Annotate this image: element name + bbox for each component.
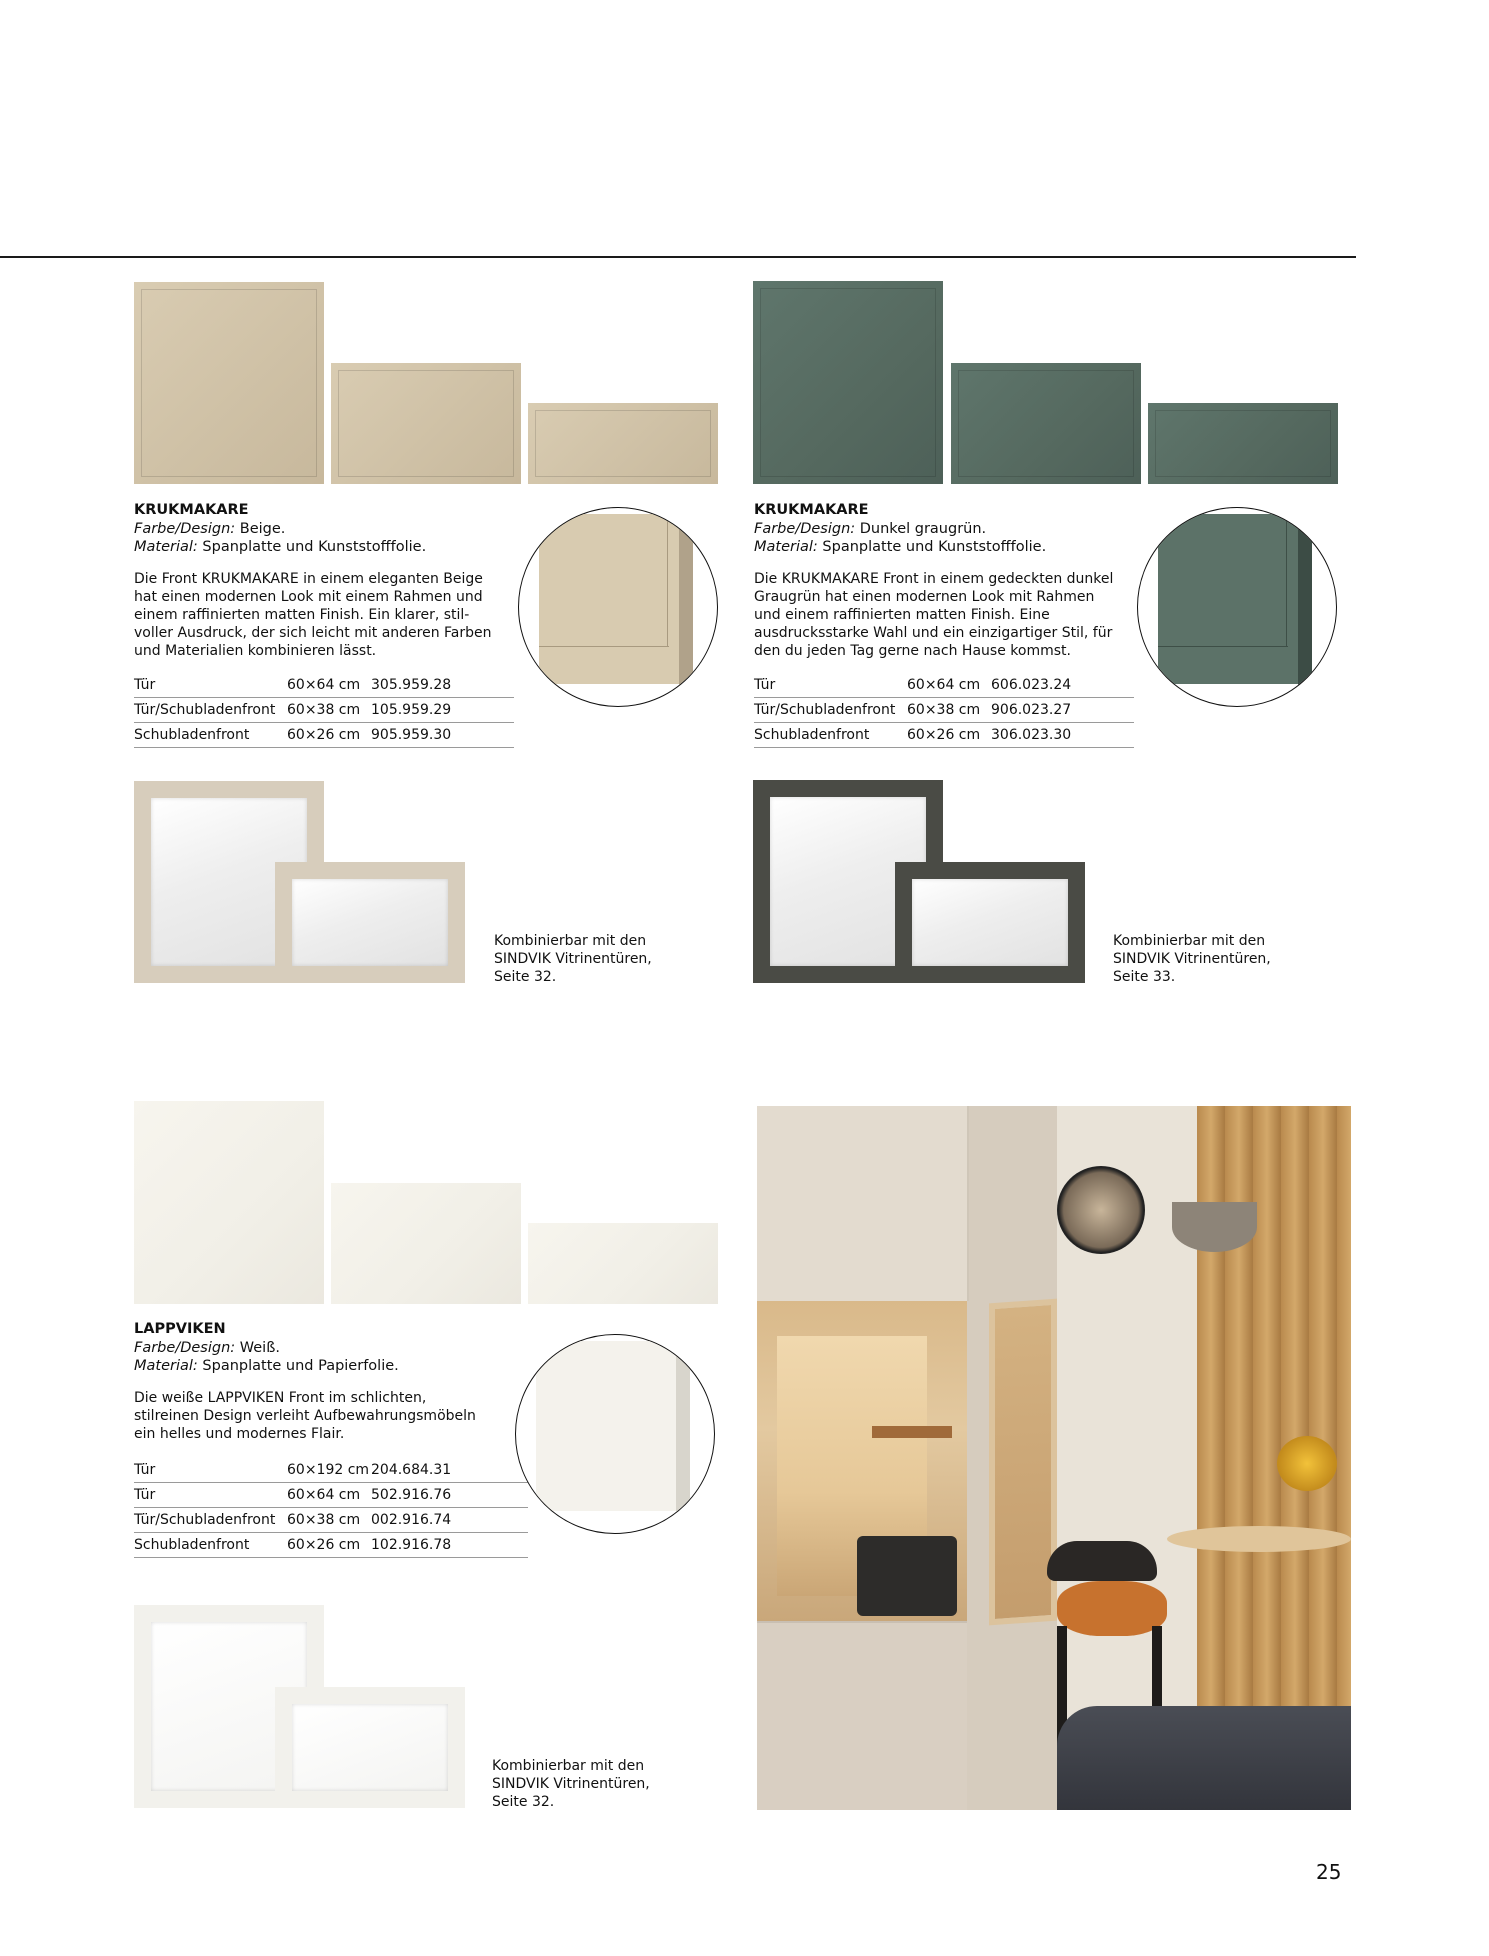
detail-zoom-beige xyxy=(518,507,718,707)
glass-door-small-dark xyxy=(895,862,1085,983)
combination-note: Kombinierbar mit den SINDVIK Vitrinentüren, Seite 33. xyxy=(1113,933,1271,985)
front-door-drawer-white xyxy=(331,1183,521,1304)
table-row: Tür 60×64 cm 305.959.28 xyxy=(134,673,514,698)
detail-zoom-white xyxy=(515,1334,715,1534)
product-attributes: Farbe/Design: Weiß. Material: Spanplatte und Papierfolie. xyxy=(134,1340,399,1374)
glass-door-small-beige xyxy=(275,862,465,983)
table-row: Tür/Schubladenfront 60×38 cm 105.959.29 xyxy=(134,698,514,723)
table-row: Tür 60×192 cm 204.684.31 xyxy=(134,1458,528,1483)
table-row: Schubladenfront 60×26 cm 306.023.30 xyxy=(754,723,1134,748)
front-door-green xyxy=(753,281,943,484)
front-drawer-white xyxy=(528,1223,718,1304)
page-number: 25 xyxy=(1316,1860,1342,1884)
product-attributes: Farbe/Design: Dunkel graugrün. Material: Spanplatte und Kunststofffolie. xyxy=(754,521,1047,555)
front-drawer-green xyxy=(1148,403,1338,484)
product-description: Die KRUKMAKARE Front in einem gedeckten dunkel Graugrün hat einen modernen Look mit Rahmen und einem raffinierten matten Finish. Eine ausdrucksstarke Wahl und ein einzigartiger Stil, für den du jeden Tag gerne nach Hause kommst. xyxy=(754,571,1114,659)
room-photo xyxy=(757,1106,1351,1810)
table-row: Tür 60×64 cm 502.916.76 xyxy=(134,1483,528,1508)
table-row: Schubladenfront 60×26 cm 905.959.30 xyxy=(134,723,514,748)
table-row: Schubladenfront 60×26 cm 102.916.78 xyxy=(134,1533,528,1558)
article-table xyxy=(754,673,1134,748)
product-description: Die Front KRUKMAKARE in einem eleganten Beige hat einen modernen Look mit einem Rahmen und einem raffinierten matten Finish. Ein klarer, stil-voller Ausdruck, der sich leicht mit anderen Farben und Materialien kombinieren lässt. xyxy=(134,571,492,659)
front-door-drawer-beige xyxy=(331,363,521,484)
front-door-white xyxy=(134,1101,324,1304)
top-rule xyxy=(0,256,1356,258)
combination-note: Kombinierbar mit den SINDVIK Vitrinentüren, Seite 32. xyxy=(492,1758,650,1810)
table-row: Tür/Schubladenfront 60×38 cm 906.023.27 xyxy=(754,698,1134,723)
product-title: KRUKMAKARE xyxy=(754,502,869,518)
table-row: Tür 60×64 cm 606.023.24 xyxy=(754,673,1134,698)
table-row: Tür/Schubladenfront 60×38 cm 002.916.74 xyxy=(134,1508,528,1533)
front-door-drawer-green xyxy=(951,363,1141,484)
product-title: KRUKMAKARE xyxy=(134,502,249,518)
article-table xyxy=(134,1458,528,1558)
front-door-beige xyxy=(134,282,324,484)
product-description: Die weiße LAPPVIKEN Front im schlichten, stilreinen Design verleiht Aufbewahrungsmöbeln ein helles und modernes Flair. xyxy=(134,1390,476,1442)
detail-zoom-green xyxy=(1137,507,1337,707)
front-drawer-beige xyxy=(528,403,718,484)
product-title: LAPPVIKEN xyxy=(134,1321,226,1337)
glass-door-small-white xyxy=(275,1687,465,1808)
product-attributes: Farbe/Design: Beige. Material: Spanplatte und Kunststofffolie. xyxy=(134,521,427,555)
article-table xyxy=(134,673,514,748)
combination-note: Kombinierbar mit den SINDVIK Vitrinentüren, Seite 32. xyxy=(494,933,652,985)
